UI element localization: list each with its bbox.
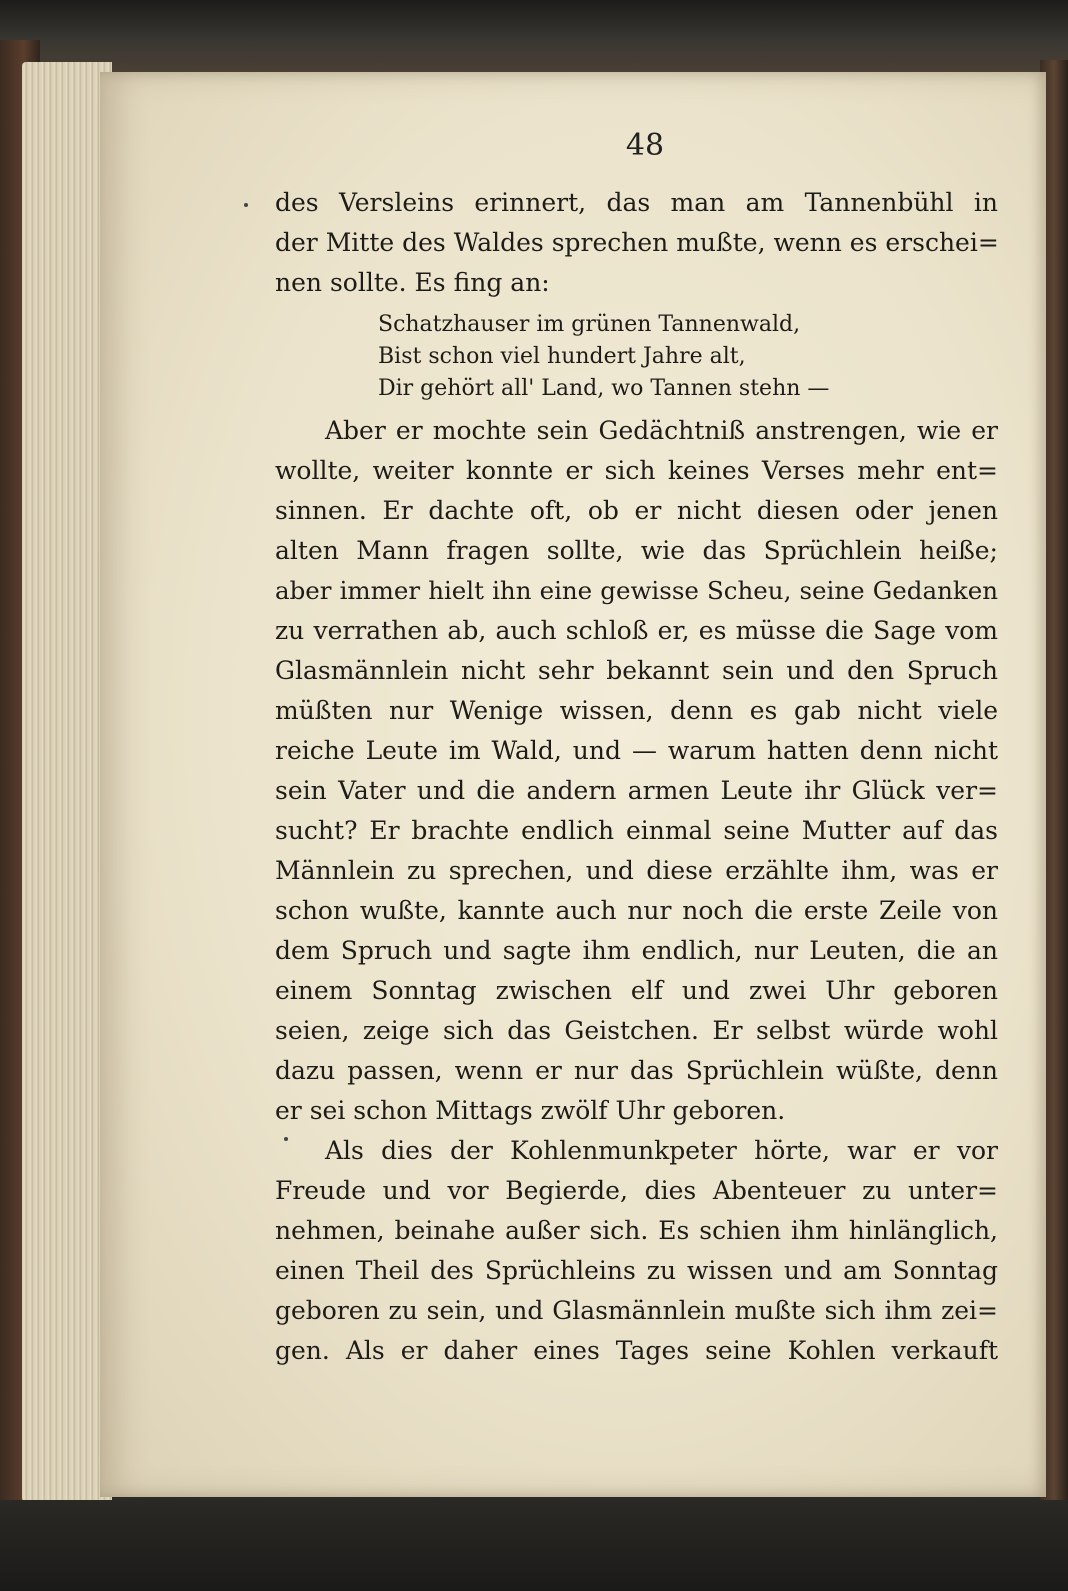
text-line: gen. Als er daher eines Tages seine Kohlen verkauft <box>275 1336 998 1365</box>
text-line: einen Theil des Sprüchleins zu wissen und am Sonntag <box>275 1256 998 1285</box>
page-edges <box>22 62 112 1502</box>
backdrop-top <box>0 0 1068 72</box>
text-line: Glasmännlein nicht sehr bekannt sein und den Spruch <box>275 656 998 685</box>
text-line: Männlein zu sprechen, und diese erzählte ihm, was er <box>275 856 998 885</box>
text-line: dazu passen, wenn er nur das Sprüchlein wüßte, denn <box>275 1056 998 1085</box>
text-line: einem Sonntag zwischen elf und zwei Uhr geboren <box>275 976 998 1005</box>
text-line: wollte, weiter konnte er sich keines Verses mehr ent= <box>275 456 998 485</box>
margin-mark <box>244 203 248 207</box>
verse-line: Dir gehört all' Land, wo Tannen stehn — <box>378 376 830 401</box>
text-line: geboren zu sein, und Glasmännlein mußte sich ihm zei= <box>275 1296 998 1325</box>
text-line: dem Spruch und sagte ihm endlich, nur Leuten, die an <box>275 936 998 965</box>
text-line: er sei schon Mittags zwölf Uhr geboren. <box>275 1096 786 1125</box>
text-line: des Versleins erinnert, das man am Tannenbühl in <box>275 188 998 217</box>
page-number: 48 <box>625 128 665 163</box>
text-line: sein Vater und die andern armen Leute ihr Glück ver= <box>275 776 998 805</box>
text-line: der Mitte des Waldes sprechen mußte, wenn es erschei= <box>275 228 999 257</box>
text-line: müßten nur Wenige wissen, denn es gab nicht viele <box>275 696 998 725</box>
text-line: nen sollte. Es fing an: <box>275 268 550 297</box>
text-line: Als dies der Kohlenmunkpeter hörte, war er vor <box>325 1136 998 1165</box>
text-line: sinnen. Er dachte oft, ob er nicht diesen oder jenen <box>275 496 998 525</box>
text-line: Aber er mochte sein Gedächtniß anstrengen, wie er <box>325 416 998 445</box>
text-line: Freude und vor Begierde, dies Abenteuer zu unter= <box>275 1176 998 1205</box>
backdrop-bottom <box>0 1500 1068 1591</box>
text-line: aber immer hielt ihn eine gewisse Scheu, seine Gedanken <box>275 576 998 605</box>
text-line: alten Mann fragen sollte, wie das Sprüchlein heiße; <box>275 536 998 565</box>
text-line: sucht? Er brachte endlich einmal seine Mutter auf das <box>275 816 998 845</box>
text-line: nehmen, beinahe außer sich. Es schien ihm hinlänglich, <box>275 1216 998 1245</box>
text-line: seien, zeige sich das Geistchen. Er selbst würde wohl <box>275 1016 998 1045</box>
text-line: schon wußte, kannte auch nur noch die erste Zeile von <box>275 896 998 925</box>
verse-line: Bist schon viel hundert Jahre alt, <box>378 344 746 369</box>
text-line: zu verrathen ab, auch schloß er, es müsse die Sage vom <box>275 616 998 645</box>
page-text <box>275 183 998 1371</box>
verse-line: Schatzhauser im grünen Tannenwald, <box>378 312 801 337</box>
text-line: reiche Leute im Wald, und — warum hatten denn nicht <box>275 736 998 765</box>
